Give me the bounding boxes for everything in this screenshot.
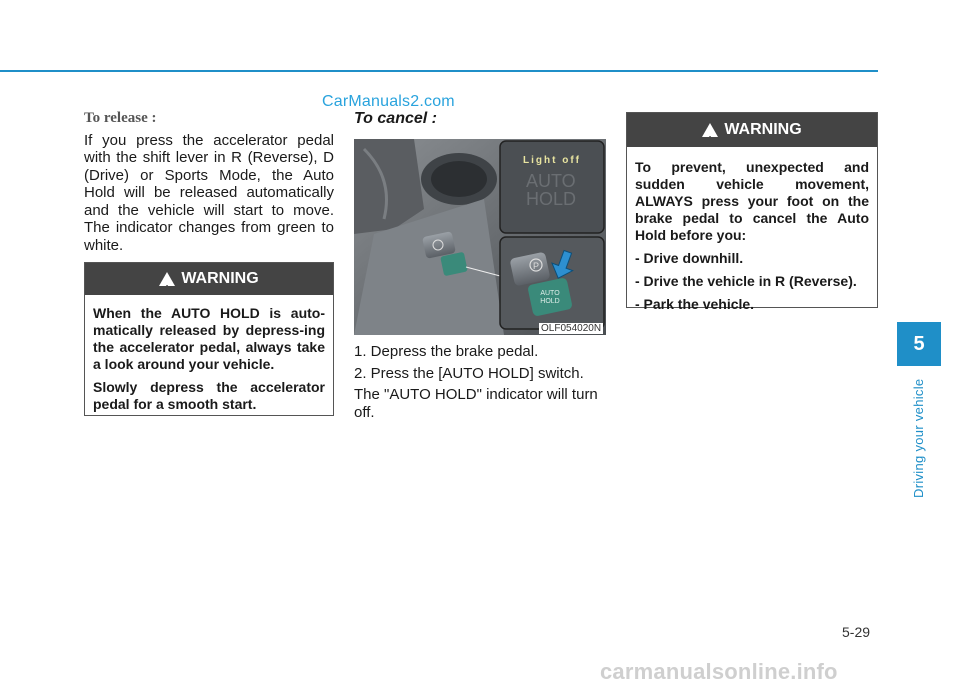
release-subheading: To release :: [84, 110, 157, 126]
header-rule: [0, 70, 878, 72]
warning-list-item: - Park the vehicle.: [635, 296, 755, 312]
console-illustration: [354, 139, 606, 335]
warning-intro: To prevent, unexpected and sudden vehicle movement, ALWAYS press your foot on the brake pedal to cancel the Auto Hold before you:: [635, 159, 869, 243]
chapter-title-text: Driving your vehicle: [911, 378, 926, 498]
warning-body: [85, 295, 333, 425]
button-auto-text: AUTO: [540, 290, 560, 297]
step-item: 2. Press the [AUTO HOLD] switch.: [354, 364, 584, 382]
auto-hold-console-image: [354, 139, 606, 335]
light-off-label: Light off: [523, 155, 581, 166]
indicator-auto-text: AUTO: [526, 171, 576, 191]
chapter-number-tab: 5: [897, 322, 941, 366]
warning-body: [627, 147, 877, 325]
release-paragraph: If you press the accelerator pedal with the shift lever in R (Reverse), D (Drive) or Sports Mode, the Auto Hold will be released automatically and the vehicle will start to move. The indicator changes from green to white.: [84, 131, 334, 254]
middle-column: [354, 110, 606, 130]
left-column: [84, 110, 334, 254]
warning-title: WARNING: [724, 121, 802, 138]
warning-box-right: [626, 112, 878, 312]
image-code: OLF054020N: [541, 323, 602, 334]
warning-header: [627, 113, 877, 147]
watermark-bottom[interactable]: carmanualsonline.info: [600, 659, 838, 684]
button-hold-text: HOLD: [540, 298, 560, 305]
watermark-top[interactable]: CarManuals2.com: [322, 93, 455, 110]
warning-paragraph: When the AUTO HOLD is auto-matically released by depress-ing the accelerator pedal, always take a look around your vehicle.: [93, 305, 325, 372]
chapter-title: [911, 376, 931, 506]
cancel-subheading: To cancel :: [354, 110, 437, 127]
warning-header: [85, 263, 333, 295]
p-symbol: P: [532, 261, 540, 271]
warning-triangle-icon: [702, 123, 718, 137]
page-number: 5-29: [842, 624, 871, 640]
cancel-steps: [354, 343, 606, 425]
warning-triangle-icon: [159, 272, 175, 286]
step-note: The "AUTO HOLD" indicator will turn off.: [354, 386, 598, 421]
warning-list-item: - Drive the vehicle in R (Reverse).: [635, 273, 857, 289]
indicator-hold-text: HOLD: [526, 189, 577, 209]
warning-list-item: - Drive downhill.: [635, 250, 744, 266]
warning-title: WARNING: [181, 270, 259, 287]
step-item: 1. Depress the brake pedal.: [354, 343, 539, 360]
warning-box-left: [84, 262, 334, 416]
warning-paragraph: Slowly depress the accelerator pedal for a smooth start.: [93, 379, 325, 412]
